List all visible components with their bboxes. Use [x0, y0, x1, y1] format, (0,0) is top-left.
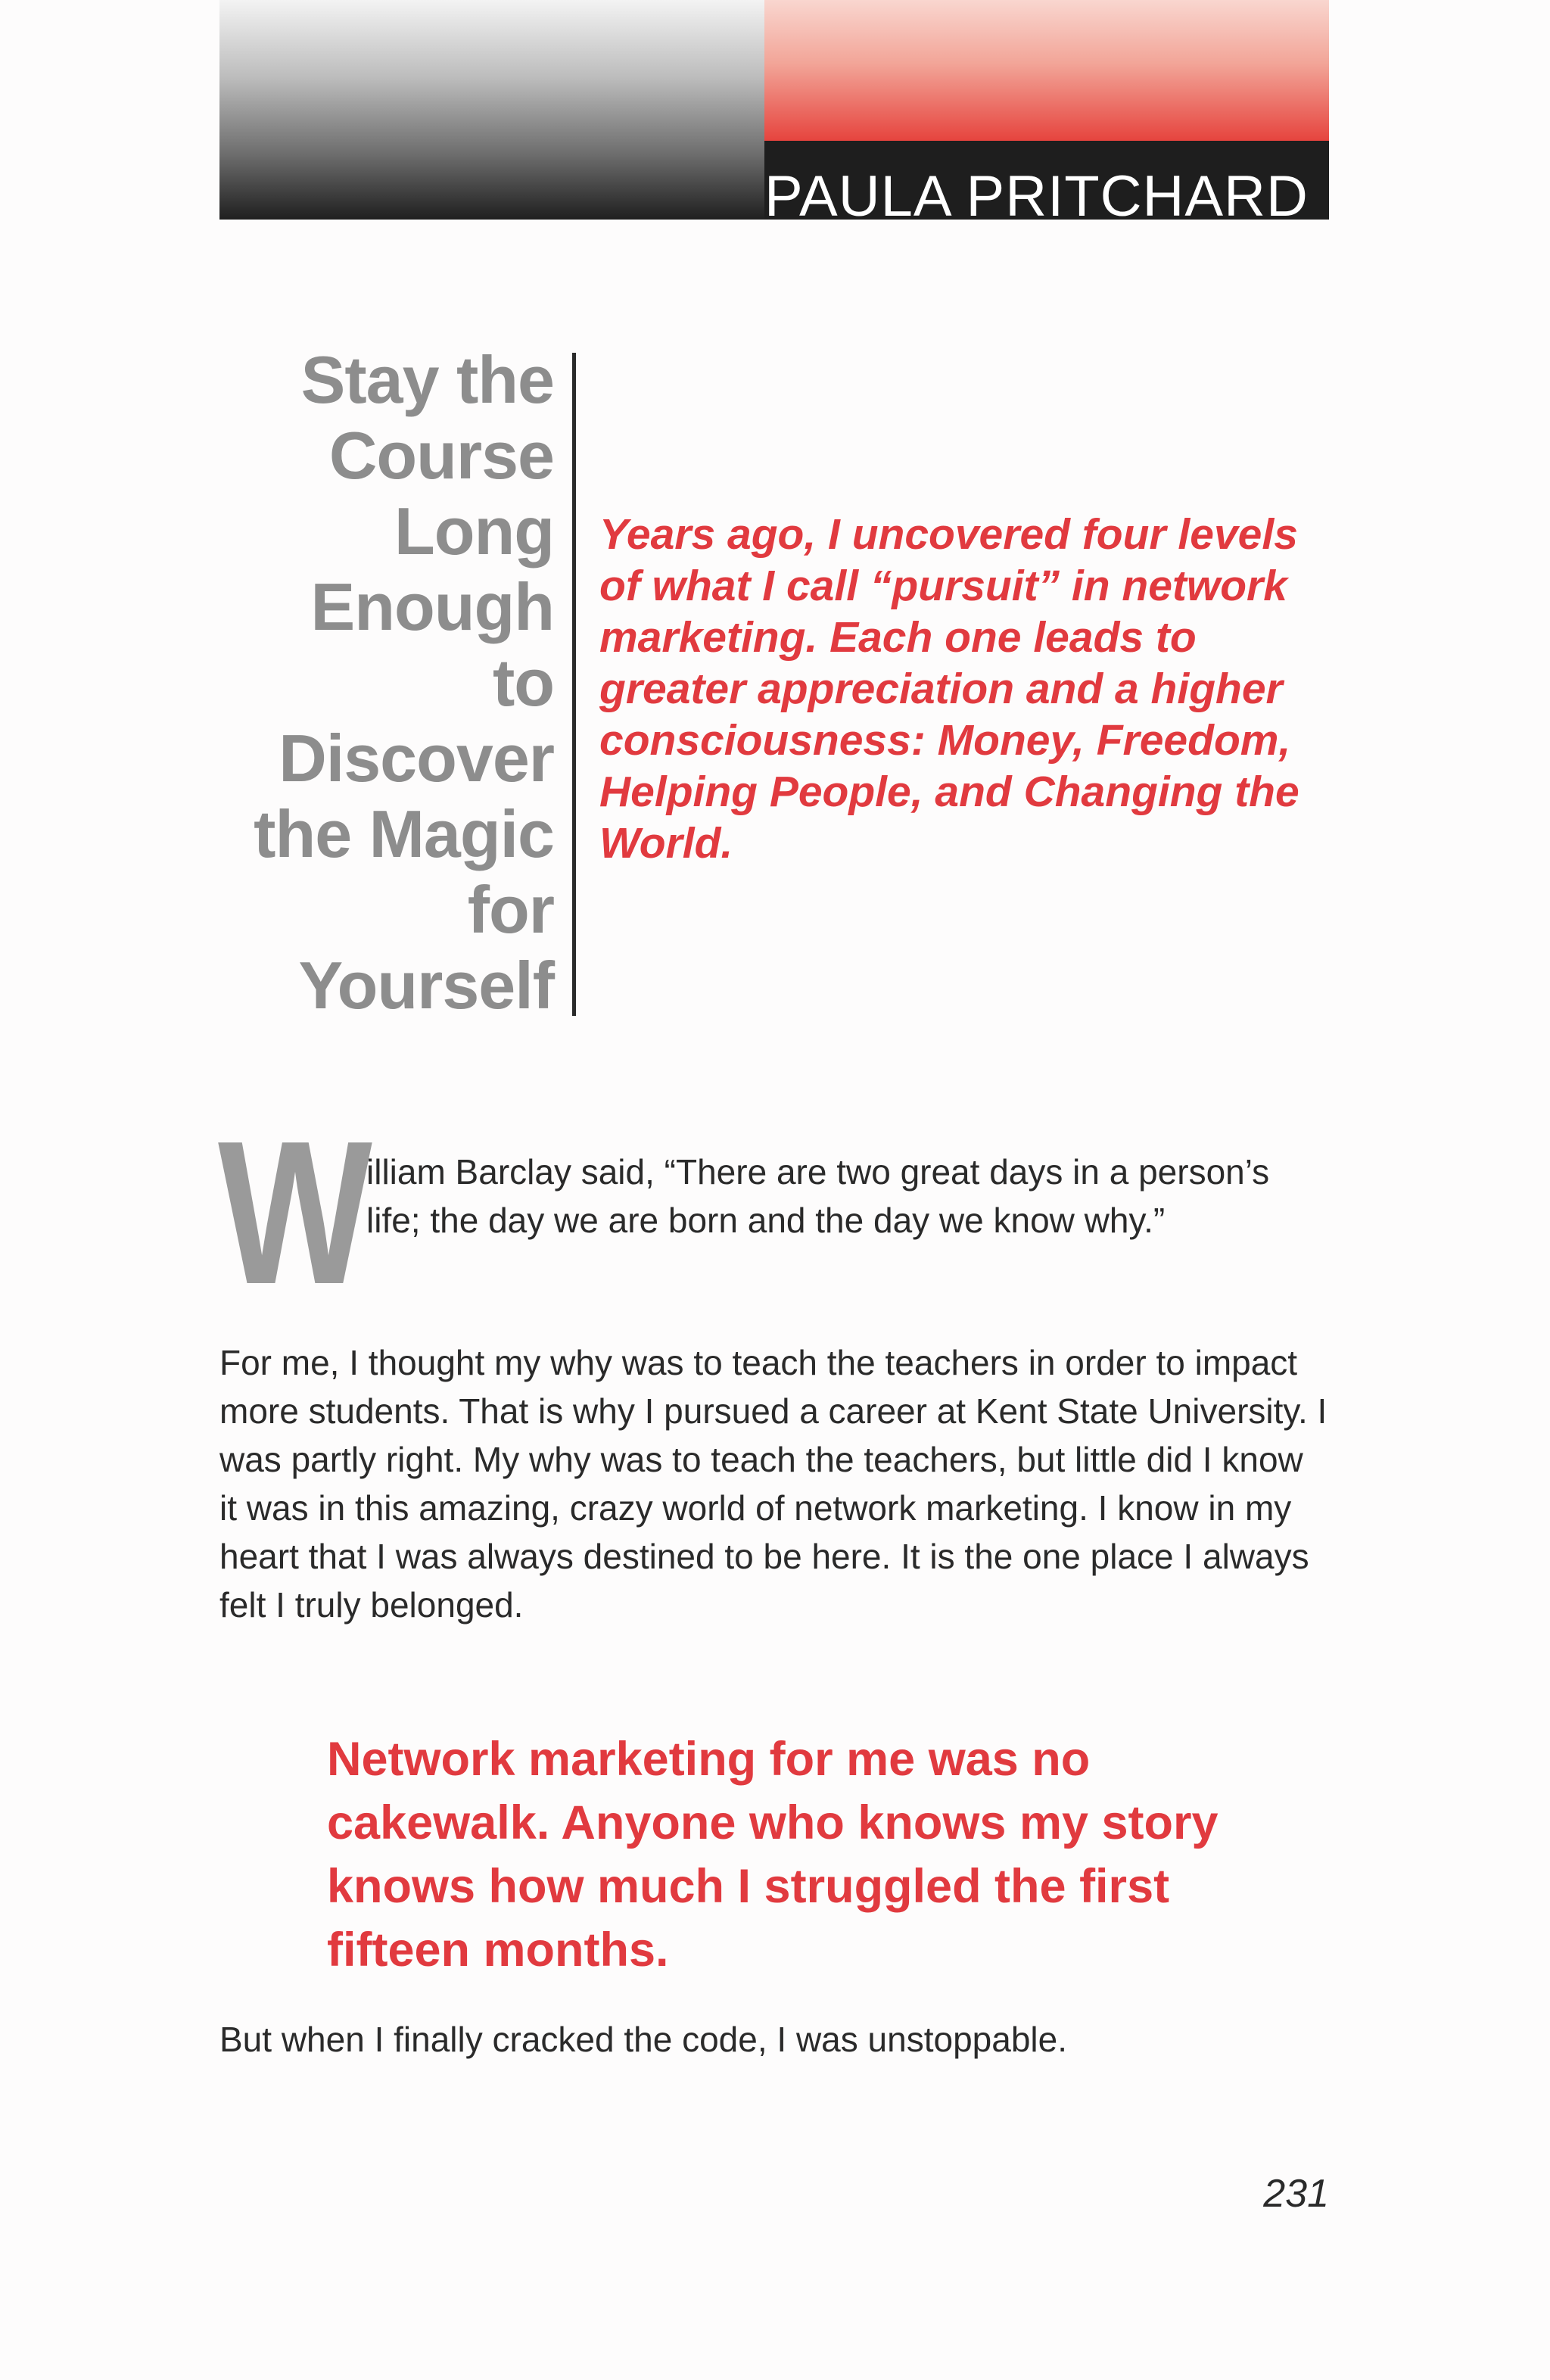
chapter-title-line: Long [394, 494, 554, 569]
chapter-title-line: Stay the [300, 342, 554, 417]
chapter-title [227, 342, 554, 1023]
chapter-title-line: Course [328, 418, 554, 493]
chapter-title-line: the Magic [254, 796, 554, 871]
chapter-intro: Years ago, I uncovered four levels of what I call “pursuit” in network marketing. Each one leads to greater appreciation and a higher consciousness: Money, Freedom, Helping People, and Changing the World. [599, 510, 1299, 868]
chapter-title-line: for [467, 872, 554, 947]
author-name: PAULA PRITCHARD [764, 168, 1309, 227]
pull-quote: Network marketing for me was no cakewalk. Anyone who knows my story knows how much I struggled the first fifteen months. [327, 1733, 1219, 1977]
body-paragraph: For me, I thought my why was to teach the teachers in order to impact more students. That is why I pursued a career at Kent State University. I was partly right. My why was to teach the teachers, but little did I know it was in this amazing, crazy world of network marketing. I know in my heart that I was always destined to be here. It is the one place I always felt I truly belonged. [219, 1343, 1327, 1625]
drop-cap: W [218, 1099, 362, 1327]
chapter-title-line: Yourself [298, 948, 554, 1023]
chapter-title-line: to [492, 645, 554, 720]
page-number: 231 [1263, 2172, 1329, 2216]
chapter-title-line: Enough [310, 569, 554, 644]
header-red-gradient [764, 0, 1329, 141]
first-paragraph: illiam Barclay said, “There are two great days in a person’s life; the day we are born and the day we know why.” [366, 1152, 1270, 1240]
title-divider-rule [572, 353, 576, 1016]
header-gray-gradient [219, 0, 764, 220]
chapter-title-line: Discover [279, 721, 554, 796]
body-paragraph-closing: But when I finally cracked the code, I was unstoppable. [219, 2020, 1067, 2059]
